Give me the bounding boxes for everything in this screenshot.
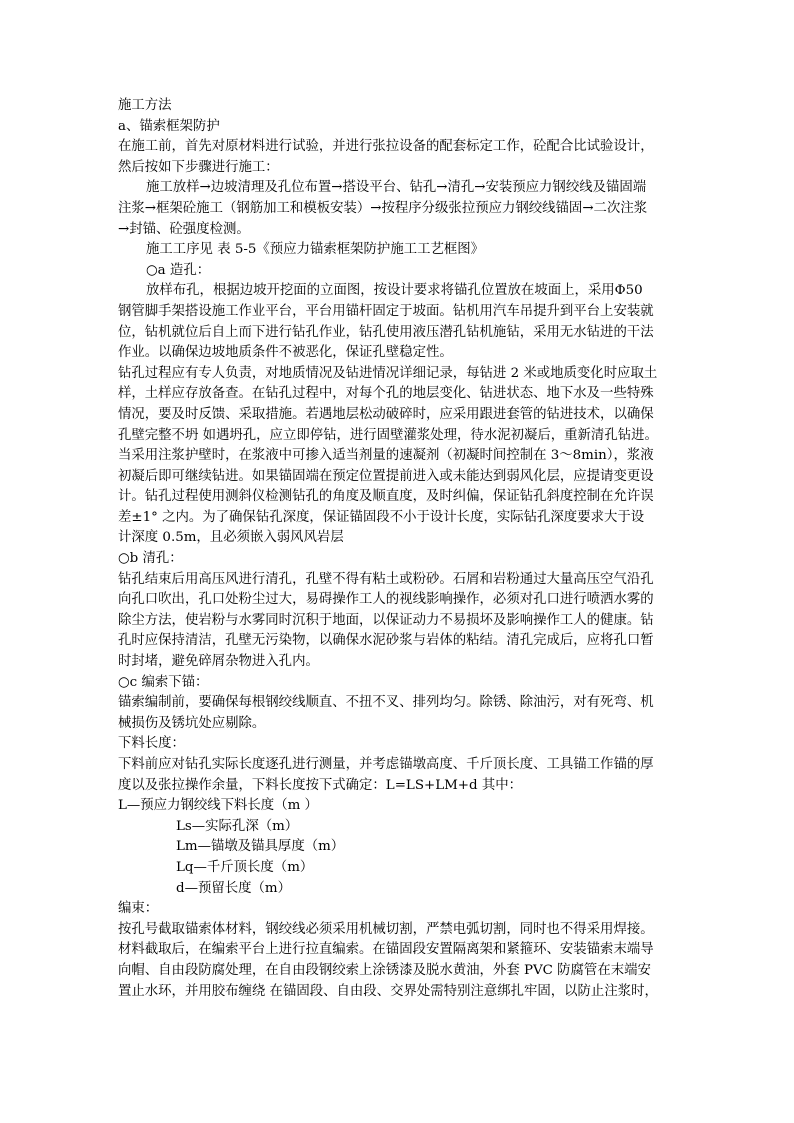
text-line: 钻孔过程应有专人负责，对地质情况及钻进情况详细记录，每钻进 2 米或地质变化时应取土: [118, 365, 658, 381]
text-line: 初凝后即可继续钻进。如果锚固端在预定位置提前进入或未能达到弱风化层，应提请变更设: [118, 468, 654, 484]
text-line: ○c 编索下锚：: [118, 674, 209, 690]
text-line: 孔时应保持清洁，孔壁无污染物，以确保水泥砂浆与岩体的粘结。清孔完成后，应将孔口暂: [118, 633, 654, 649]
document-body: [118, 96, 683, 1002]
text-line: 位，钻机就位后自上而下进行钻孔作业，钻孔使用液压潜孔钻机施钻，采用无水钻进的干法: [118, 324, 654, 340]
text-line: 注浆→框架砼施工（钢筋加工和模板安装）→按程序分级张拉预应力钢绞线锚固→二次注浆: [118, 200, 648, 216]
text-line: 差±1° 之内。为了确保钻孔深度，保证锚固段不小于设计长度，实际钻孔深度要求大于设: [118, 509, 645, 525]
text-line: 度以及张拉操作余量，下料长度按下式确定：L=LS+LM+d 其中：: [118, 777, 523, 793]
text-line: 施工方法: [118, 98, 172, 113]
text-line: 下料前应对钻孔实际长度逐孔进行测量，并考虑锚墩高度、千斤顶长度、工具锚工作锚的厚: [118, 757, 654, 772]
text-line: 施工工序见 表 5-5《预应力锚索框架防护施工工艺框图》: [146, 242, 485, 258]
text-line: Lq—千斤顶长度（m）: [176, 859, 314, 875]
text-line: →封锚、砼强度检测。: [118, 221, 250, 237]
text-line: 编束：: [118, 901, 159, 917]
text-line: 作业。以确保边坡地质条件不被恶化，保证孔壁稳定性。: [118, 345, 453, 361]
text-line: 样，土样应存放备查。在钻孔过程中，对每个孔的地层变化、钻进状态、地下水及一些特殊: [118, 386, 654, 402]
text-line: 除尘方法，使岩粉与水雾同时沉积于地面，以保证动力不易损坏及影响操作工人的健康。钻: [118, 612, 654, 628]
text-line: 当采用注浆护壁时，在浆液中可掺入适当剂量的速凝剂（初凝时间控制在 3～8min），浆液: [118, 448, 654, 464]
text-line: 置止水环，并用胶布缠绕 在锚固段、自由段、交界处需特别注意绑扎牢固，以防止注浆时，: [118, 983, 658, 999]
text-line: a、锚索框架防护: [118, 118, 220, 134]
text-line: 材料截取后，在编索平台上进行拉直编索。在锚固段安置隔离架和紧箍环、安装锚索末端导: [118, 942, 654, 958]
text-line: 械损伤及锈坑处应剔除。: [118, 715, 266, 731]
text-line: 然后按如下步骤进行施工：: [118, 159, 279, 175]
text-line: 计深度 0.5m，且必须嵌入弱风风岩层: [118, 530, 344, 546]
text-line: 情况，要及时反馈、采取措施。若遇地层松动破碎时，应采用跟进套管的钻进技术，以确保: [118, 406, 654, 422]
text-line: 向帽、自由段防腐处理，在自由段钢绞索上涂锈漆及脱水黄油，外套 PVC 防腐管在末端安: [118, 962, 651, 978]
text-line: ○a 造孔：: [146, 262, 211, 278]
text-line: d—预留长度（m）: [176, 880, 292, 896]
text-line: Lm—锚墩及锚具厚度（m）: [176, 839, 345, 855]
text-line: 钢管脚手架搭设施工作业平台，平台用锚杆固定于坡面。钻机用汽车吊提升到平台上安装就: [118, 303, 654, 319]
text-line: 时封堵，避免碎屑杂物进入孔内。: [118, 654, 319, 670]
text-line: 钻孔结束后用高压风进行清孔，孔壁不得有粘土或粉砂。石屑和岩粉通过大量高压空气沿孔: [118, 571, 654, 587]
text-line: 在施工前，首先对原材料进行试验，并进行张拉设备的配套标定工作，砼配合比试验设计，: [118, 139, 654, 155]
text-line: 孔壁完整不坍 如遇坍孔，应立即停钻，进行固壁灌浆处理，待水泥初凝后，重新清孔钻进。: [118, 427, 658, 443]
text-line: ○b 清孔：: [118, 551, 183, 567]
text-line: 向孔口吹出，孔口处粉尘过大，易碍操作工人的视线影响操作，必须对孔口进行喷洒水雾的: [118, 592, 654, 608]
text-line: 计。钻孔过程使用测斜仪检测钻孔的角度及顺直度，及时纠偏，保证钻孔斜度控制在允许误: [118, 489, 654, 505]
text-line: 锚索编制前，要确保每根钢绞线顺直、不扭不叉、排列均匀。除锈、除油污，对有死弯、机: [118, 695, 654, 711]
text-line: 放样布孔，根据边坡开挖面的立面图，按设计要求将锚孔位置放在坡面上，采用Φ50: [146, 283, 643, 299]
text-line: 按孔号截取锚索体材料，钢绞线必须采用机械切割，严禁电弧切割，同时也不得采用焊接。: [118, 921, 654, 937]
text-line: L—预应力钢绞线下料长度（m ）: [118, 798, 318, 814]
text-line: 下料长度：: [118, 736, 185, 752]
text-line: Ls—实际孔深（m）: [176, 818, 299, 834]
text-line: 施工放样→边坡清理及孔位布置→搭设平台、钻孔→清孔→安装预应力钢绞线及锚固端: [146, 180, 647, 196]
